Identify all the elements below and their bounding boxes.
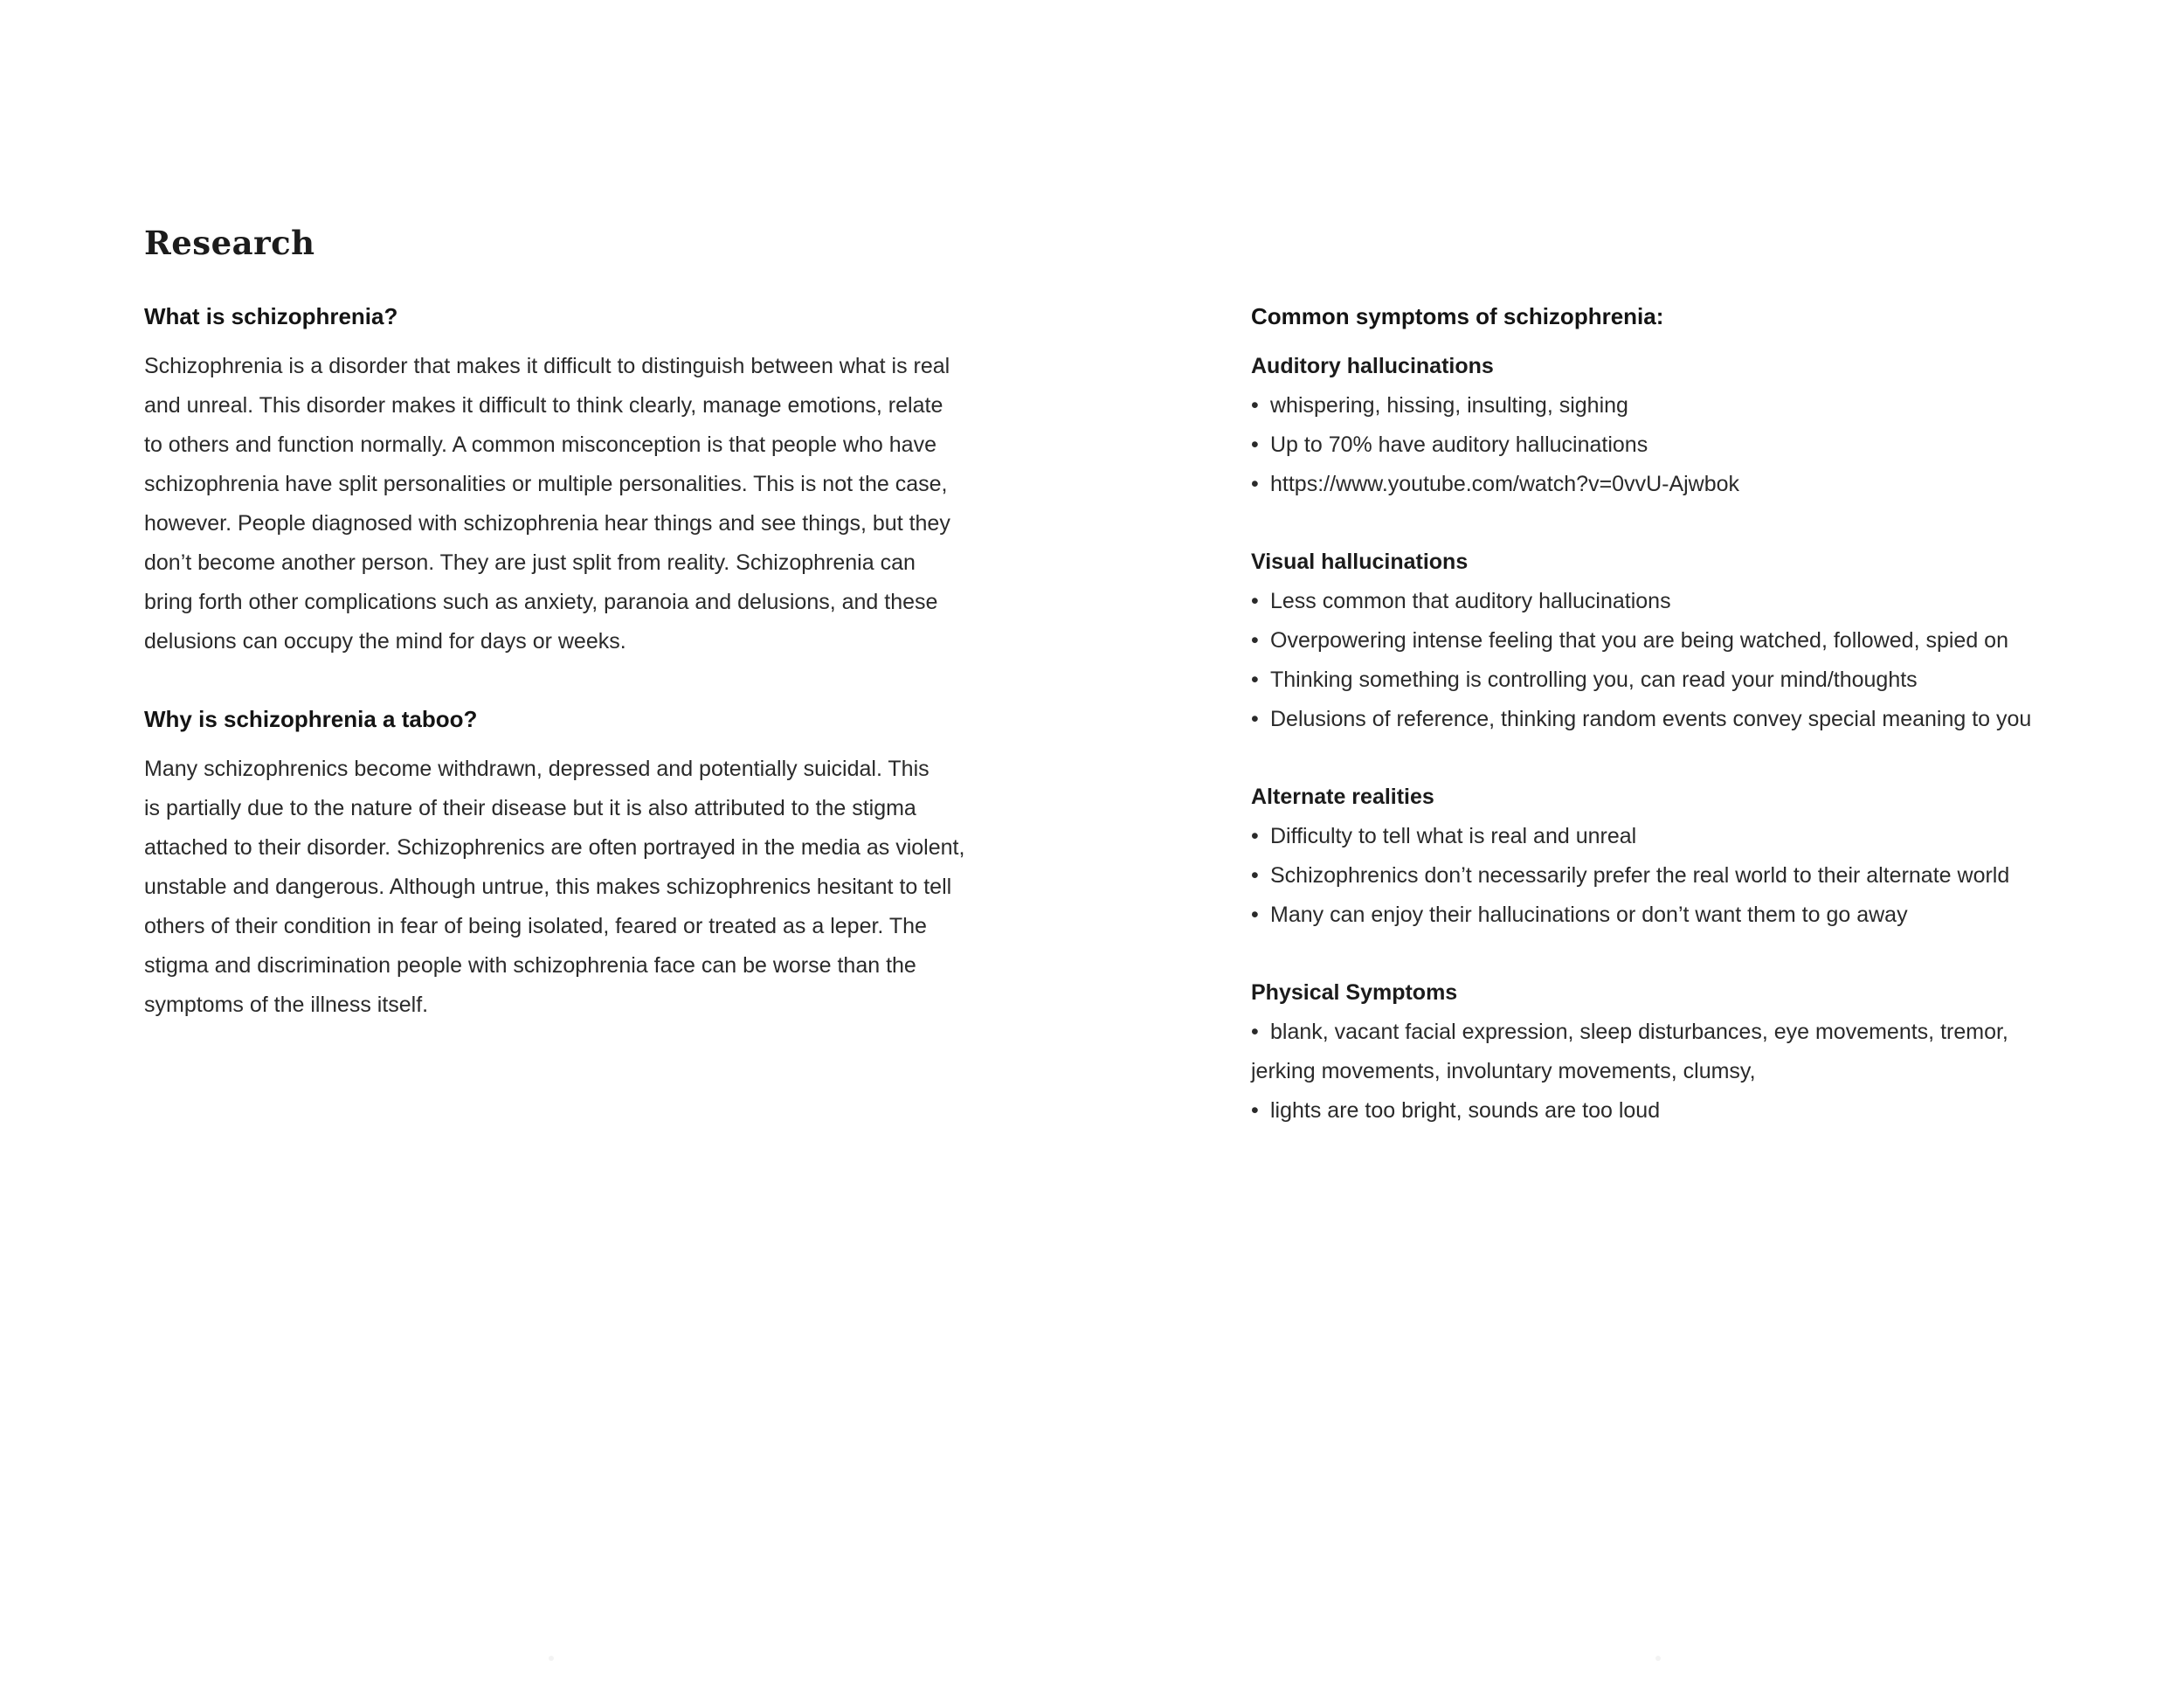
taboo-heading: Why is schizophrenia a taboo? [144,706,478,732]
section-spacer [1251,935,2160,973]
list-item [1251,661,2160,700]
list-item [1251,856,2160,896]
paragraph-line: Many schizophrenics become withdrawn, depressed and potentially suicidal. This [144,757,930,781]
list-item-text: blank, vacant facial expression, sleep disturbances, eye movements, tremor, [1270,1020,2008,1044]
list-item [1251,1091,2160,1131]
bullet-icon: • [1251,863,1259,888]
section-spacer [1251,504,2160,543]
list-item-text: Delusions of reference, thinking random events convey special meaning to you [1270,707,2032,731]
alternate-realities-title: Alternate realities [1251,785,1434,809]
common-symptoms-heading: Common symptoms of schizophrenia: [1251,303,1664,329]
bullet-icon: • [1251,393,1259,418]
auditory-hallucinations-title: Auditory hallucinations [1251,354,1494,378]
bullet-icon: • [1251,1020,1259,1044]
alternate-realities-list [1251,817,2160,935]
list-item-text: Up to 70% have auditory hallucinations [1270,432,1648,457]
paragraph-line: others of their condition in fear of being isolated, feared or treated as a leper. The [144,914,927,938]
bullet-icon: • [1251,589,1259,613]
left-column [144,297,965,1025]
list-item [1251,621,2160,661]
paragraph-line: however. People diagnosed with schizophrenia hear things and see things, but they [144,511,950,536]
bullet-icon: • [1251,903,1259,927]
paragraph-line: stigma and discrimination people with schizophrenia face can be worse than the [144,953,916,978]
list-item [1251,817,2160,856]
paragraph-line: don’t become another person. They are just split from reality. Schizophrenia can [144,550,916,575]
list-item [1251,465,2160,504]
paragraph-line: unstable and dangerous. Although untrue, this makes schizophrenics hesitant to tell [144,875,952,899]
list-item [1251,425,2160,465]
paragraph-line: Schizophrenia is a disorder that makes it difficult to distinguish between what is real [144,354,950,378]
list-item-text: Many can enjoy their hallucinations or don’t want them to go away [1270,903,1908,927]
visual-hallucinations-title: Visual hallucinations [1251,550,1469,574]
paragraph-line: symptoms of the illness itself. [144,993,429,1017]
physical-symptoms-list [1251,1013,2160,1131]
paragraph-line: to others and function normally. A common misconception is that people who have [144,432,936,457]
paragraph-line: bring forth other complications such as anxiety, paranoia and delusions, and these [144,590,938,614]
what-is-schizophrenia-heading: What is schizophrenia? [144,303,398,329]
bullet-icon: • [1251,824,1259,848]
auditory-hallucinations-list [1251,386,2160,504]
bullet-icon: • [1251,472,1259,496]
list-item-text: Schizophrenics don’t necessarily prefer the real world to their alternate world [1270,863,2010,888]
bullet-icon: • [1251,628,1259,653]
paragraph-line: is partially due to the nature of their disease but it is also attributed to the stigma [144,796,916,820]
list-item [1251,700,2160,739]
paragraph-line: schizophrenia have split personalities or multiple personalities. This is not the case, [144,472,948,496]
section-spacer [1251,739,2160,778]
list-item [1251,1013,2160,1052]
list-item [1251,386,2160,425]
bullet-icon: • [1251,1098,1259,1123]
bullet-icon: • [1251,707,1259,731]
what-is-schizophrenia-paragraph [144,347,965,661]
visual-hallucinations-list [1251,582,2160,739]
list-item-text: Less common that auditory hallucinations [1270,589,1671,613]
physical-symptoms-title: Physical Symptoms [1251,980,1458,1005]
paragraph-line: delusions can occupy the mind for days or weeks. [144,629,626,654]
page-marker-right [1655,1656,1661,1661]
list-item-text: Overpowering intense feeling that you are being watched, followed, spied on [1270,628,2008,653]
page-marker-left [549,1656,554,1661]
list-item [1251,582,2160,621]
page-title: Research [144,224,315,262]
list-item-text: Thinking something is controlling you, can read your mind/thoughts [1270,668,1918,692]
list-item-text: jerking movements, involuntary movements, clumsy, [1251,1059,1756,1083]
list-item [1251,896,2160,935]
list-item-text: whispering, hissing, insulting, sighing [1270,393,1628,418]
bullet-icon: • [1251,668,1259,692]
list-item-text: lights are too bright, sounds are too loud [1270,1098,1661,1123]
section-spacer [144,661,965,700]
bullet-icon: • [1251,432,1259,457]
right-column [1251,297,2160,1131]
list-item-text: Difficulty to tell what is real and unreal [1270,824,1637,848]
paragraph-line: attached to their disorder. Schizophrenics are often portrayed in the media as violent, [144,835,965,860]
taboo-paragraph [144,750,965,1025]
paragraph-line: and unreal. This disorder makes it difficult to think clearly, manage emotions, relate [144,393,943,418]
youtube-link-text: https://www.youtube.com/watch?v=0vvU-Ajwbok [1270,472,1740,496]
list-item-continuation [1251,1052,2160,1091]
